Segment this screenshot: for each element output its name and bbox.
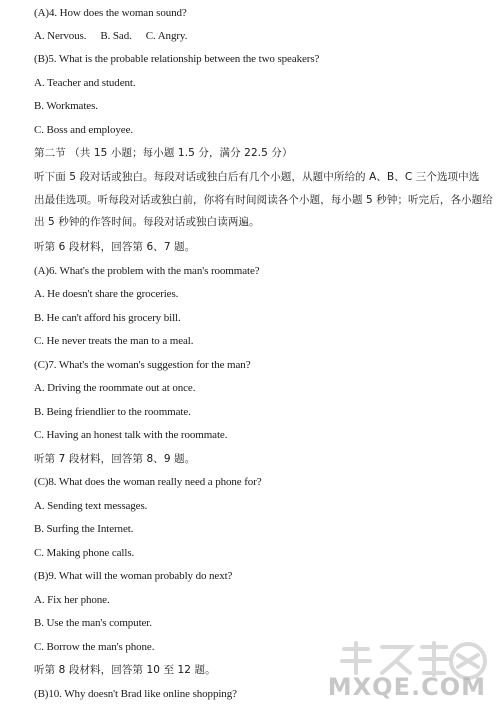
option-c: C. Angry. xyxy=(145,30,188,42)
question-7-option-b: B. Being friendlier to the roommate. xyxy=(34,406,191,418)
section-2-instructions-line-3: 出 5 秒钟的作答时间。每段对话或独白读两遍。 xyxy=(34,216,260,228)
question-4-options xyxy=(34,29,486,43)
material-8-heading: 听第 8 段材料，回答第 10 至 12 题。 xyxy=(34,664,216,676)
material-6-heading: 听第 6 段材料，回答第 6、7 题。 xyxy=(34,241,196,253)
question-8-option-a: A. Sending text messages. xyxy=(34,500,148,512)
question-7-option-c: C. Having an honest talk with the roommate. xyxy=(34,429,228,441)
question-8-option-b: B. Surfing the Internet. xyxy=(34,523,134,535)
question-8-option-c: C. Making phone calls. xyxy=(34,547,135,559)
question-7-stem: (C)7. What's the woman's suggestion for the man? xyxy=(34,359,251,371)
question-6-option-b: B. He can't afford his grocery bill. xyxy=(34,312,181,324)
section-2-instructions-line-1: 听下面 5 段对话或独白。每段对话或独白后有几个小题，从题中所给的 A、B、C 三个选项中选 xyxy=(34,171,480,183)
question-10-stem: (B)10. Why doesn't Brad like online shopping? xyxy=(34,688,237,700)
question-9-stem: (B)9. What will the woman probably do next? xyxy=(34,570,233,582)
option-a: A. Nervous. xyxy=(34,30,87,42)
question-6-option-c: C. He never treats the man to a meal. xyxy=(34,335,194,347)
question-5-option-c: C. Boss and employee. xyxy=(34,124,134,136)
question-7-option-a: A. Driving the roommate out at once. xyxy=(34,382,196,394)
option-b: B. Sad. xyxy=(100,30,132,42)
section-2-heading: 第二节 （共 15 小题；每小题 1.5 分，满分 22.5 分） xyxy=(34,147,293,159)
question-9-option-c: C. Borrow the man's phone. xyxy=(34,641,155,653)
question-5-option-b: B. Workmates. xyxy=(34,100,98,112)
material-7-heading: 听第 7 段材料，回答第 8、9 题。 xyxy=(34,453,196,465)
question-8-stem: (C)8. What does the woman really need a phone for? xyxy=(34,476,262,488)
question-5-option-a: A. Teacher and student. xyxy=(34,77,136,89)
section-2-instructions-line-2: 出最佳选项。听每段对话或独白前，你将有时间阅读各个小题，每小题 5 秒钟；听完后，各小题给 xyxy=(34,194,493,206)
question-6-option-a: A. He doesn't share the groceries. xyxy=(34,288,179,300)
question-4-stem: (A)4. How does the woman sound? xyxy=(34,7,187,19)
question-5-stem: (B)5. What is the probable relationship between the two speakers? xyxy=(34,53,320,65)
question-6-stem: (A)6. What's the problem with the man's roommate? xyxy=(34,265,260,277)
question-9-option-b: B. Use the man's computer. xyxy=(34,617,152,629)
question-9-option-a: A. Fix her phone. xyxy=(34,594,110,606)
watermark-text: MXQE.COM xyxy=(327,673,486,701)
